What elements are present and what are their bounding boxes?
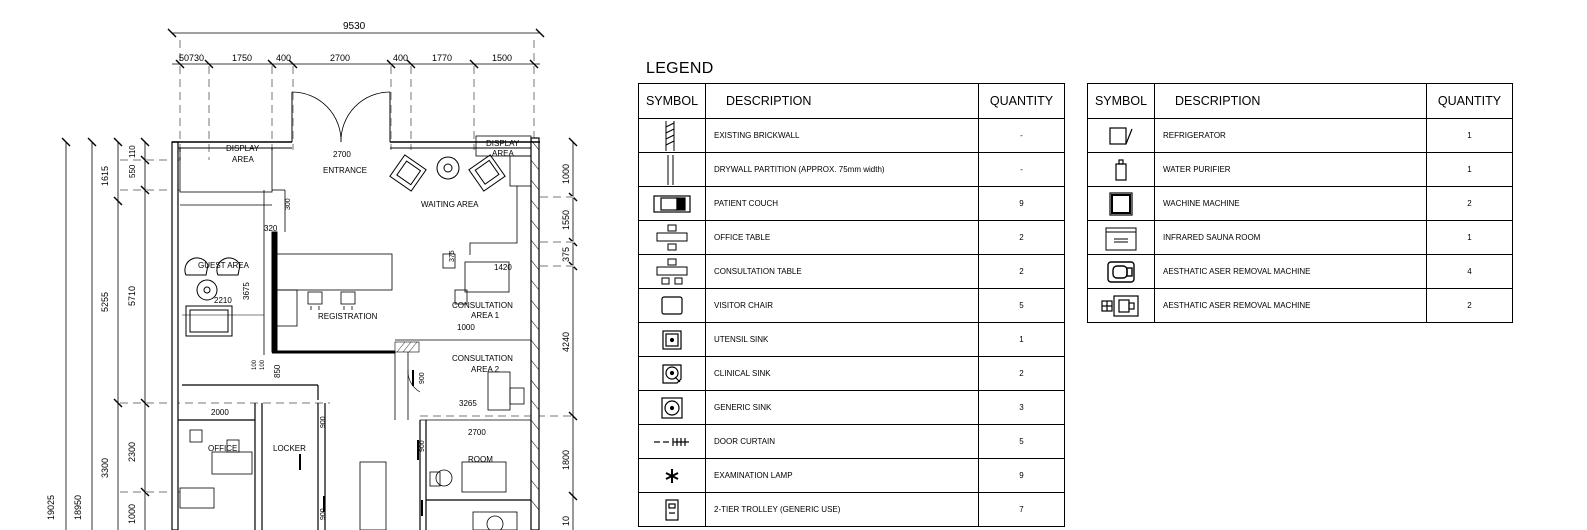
dim-inner-100b: 100 [260,359,266,370]
patient-couch-icon [639,193,705,215]
dim-inner-2700: 2700 [333,150,351,159]
door-curtain-icon [639,435,705,449]
room-registration: REGISTRATION [318,312,378,321]
legend-description: AESTHATIC ASER REMOVAL MACHINE [1155,255,1427,289]
dim-inner-320: 320 [264,224,278,233]
legend-table-left [638,83,1065,527]
room-room: ROOM [468,455,493,464]
legend-description: WACHINE MACHINE [1155,187,1427,221]
dim-left-550: 550 [128,164,137,178]
dim-inner-1420: 1420 [494,263,512,272]
legend-quantity: 3 [979,391,1065,425]
dim-left-5255: 5255 [100,291,110,312]
dim-left-overall-outer: 19025 [46,494,56,520]
dim-seg-3: 400 [276,53,292,63]
clinical-sink-icon [639,362,705,386]
dim-inner-2000: 2000 [211,408,229,417]
legend-row [1088,153,1513,187]
legend-quantity: 2 [1427,289,1513,323]
room-guest: GUEST AREA [198,261,249,270]
dim-left-overall-inner: 18950 [73,494,83,520]
legend-description: EXISTING BRICKWALL [706,119,979,153]
legend-row [639,391,1065,425]
room-display-left: DISPLAY AREA [226,144,260,164]
dim-seg-7: 1500 [492,53,513,63]
legend-quantity: 9 [979,459,1065,493]
legend-quantity: 2 [1427,187,1513,221]
legend-description: DRYWALL PARTITION (APPROX. 75mm width) [706,153,979,187]
legend-row [639,323,1065,357]
legend-quantity: 4 [1427,255,1513,289]
utensil-sink-icon [639,329,705,351]
legend-row [1088,289,1513,323]
legend-row [639,493,1065,527]
room-entrance: ENTRANCE [323,166,368,175]
dim-seg-6: 1770 [432,53,453,63]
refrigerator-icon [1088,125,1154,147]
legend-description: EXAMINATION LAMP [706,459,979,493]
laser-machine-2-icon [1088,293,1154,319]
dim-left-2300: 2300 [127,441,137,462]
dim-left-5710: 5710 [127,285,137,306]
legend-header-row [1088,84,1513,119]
washing-machine-icon [1088,191,1154,217]
legend-row [639,289,1065,323]
dim-overall-width: 9530 [343,21,366,32]
dim-inner-3265: 3265 [459,399,477,408]
laser-machine-icon [1088,259,1154,285]
visitor-chair-icon [639,295,705,317]
floor-plan [0,0,600,530]
dim-inner-2210: 2210 [214,296,232,305]
legend-row [639,119,1065,153]
legend-row [639,187,1065,221]
dim-left-110: 110 [128,145,137,158]
dim-inner-850: 850 [273,364,282,378]
dim-inner-900d: 900 [320,508,327,520]
dim-seg-5: 400 [393,53,409,63]
legend-quantity: 1 [1427,119,1513,153]
legend-row [639,153,1065,187]
room-waiting: WAITING AREA [421,200,479,209]
legend-description: PATIENT COUCH [706,187,979,221]
legend-quantity: 5 [979,289,1065,323]
dim-left-3300: 3300 [100,457,110,478]
office-table-icon [639,224,705,252]
legend-header-row [639,84,1065,119]
legend-description: WATER PURIFIER [1155,153,1427,187]
generic-sink-icon [639,396,705,420]
dim-left-1615: 1615 [100,165,110,186]
room-consult2-b: AREA 2 [471,365,500,374]
legend-description: INFRARED SAUNA ROOM [1155,221,1427,255]
header-quantity: QUANTITY [1427,84,1513,119]
legend-row [639,255,1065,289]
legend-description: 2-TIER TROLLEY (GENERIC USE) [706,493,979,527]
room-consult1-a: CONSULTATION [452,301,513,310]
dim-seg-1: 50730 [179,53,205,63]
dim-seg-2: 1750 [232,53,253,63]
legend-quantity: 2 [979,255,1065,289]
brickwall-icon [639,121,705,151]
room-consult1-b: AREA 1 [471,311,500,320]
legend-description: CLINICAL SINK [706,357,979,391]
legend-row [1088,255,1513,289]
dim-inner-900b: 900 [320,416,327,428]
legend-description: GENERIC SINK [706,391,979,425]
legend-quantity: 9 [979,187,1065,221]
legend-quantity: 2 [979,357,1065,391]
dim-inner-2700b: 2700 [468,428,486,437]
dim-right-4240: 4240 [561,331,571,352]
legend-quantity: 5 [979,425,1065,459]
dim-right-1550: 1550 [561,209,571,230]
dim-right-375: 375 [561,246,571,262]
room-display-right: DISPLAY AREA [486,139,520,158]
legend-row [1088,221,1513,255]
legend-description: UTENSIL SINK [706,323,979,357]
water-purifier-icon [1088,158,1154,182]
legend-description: VISITOR CHAIR [706,289,979,323]
legend-description: AESTHATIC ASER REMOVAL MACHINE [1155,289,1427,323]
dim-inner-900c: 900 [419,440,426,452]
legend-row [1088,187,1513,221]
header-description: DESCRIPTION [706,84,979,119]
room-consult2-a: CONSULTATION [452,354,513,363]
dim-inner-375: 375 [449,250,456,262]
legend-table-right [1087,83,1513,323]
dim-right-10: 10 [561,515,571,526]
dim-right-1800: 1800 [561,449,571,470]
room-office: OFFICE [208,444,238,453]
drywall-icon [639,155,705,185]
examination-lamp-icon [639,466,705,486]
legend-description: CONSULTATION TABLE [706,255,979,289]
legend-row [639,357,1065,391]
legend-description: REFRIGERATOR [1155,119,1427,153]
dim-right-1000: 1000 [561,163,571,184]
legend-quantity: 1 [1427,221,1513,255]
legend-quantity: - [979,119,1065,153]
legend-row [639,425,1065,459]
legend-row [1088,119,1513,153]
dim-seg-4: 2700 [330,53,351,63]
trolley-icon [639,498,705,522]
legend-quantity: - [979,153,1065,187]
legend-description: OFFICE TABLE [706,221,979,255]
header-description: DESCRIPTION [1155,84,1427,119]
legend-description: DOOR CURTAIN [706,425,979,459]
legend-row [639,459,1065,493]
consultation-table-icon [639,258,705,286]
legend-quantity: 1 [1427,153,1513,187]
dim-inner-1000: 1000 [457,323,475,332]
legend-quantity: 7 [979,493,1065,527]
header-quantity: QUANTITY [979,84,1065,119]
dim-inner-900a: 900 [419,372,426,384]
header-symbol: SYMBOL [1088,84,1155,119]
header-symbol: SYMBOL [639,84,706,119]
legend-quantity: 1 [979,323,1065,357]
dim-left-1000: 1000 [127,503,137,524]
legend-quantity: 2 [979,221,1065,255]
sauna-room-icon [1088,224,1154,252]
room-locker: LOCKER [273,444,306,453]
dim-inner-100a: 100 [252,359,258,370]
dim-inner-300: 300 [285,198,292,210]
dim-inner-3675: 3675 [242,282,251,300]
legend-row [639,221,1065,255]
legend-title: LEGEND [646,60,714,77]
